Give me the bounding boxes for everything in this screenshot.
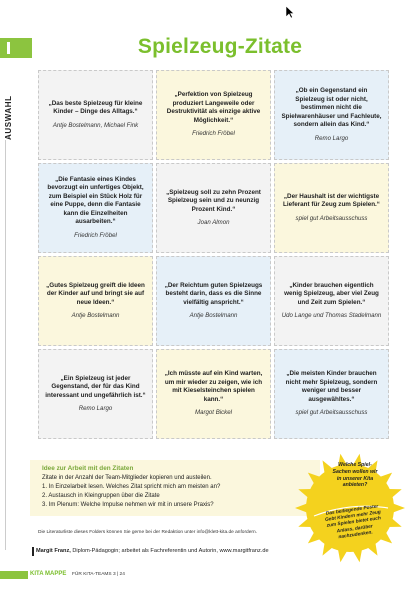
quote-text: „Ob ein Gegenstand ein Spielzeug ist oder nicht, bestimmen nicht die Spielwarenhäuser und Fachleute, sondern allein das Kind.“ xyxy=(281,87,382,129)
tip-line: 2. Austausch in Kleingruppen über die Zitate xyxy=(42,493,160,499)
tip-line: 1. In Einzelarbeit lesen. Welches Zitat spricht mich am meisten an? xyxy=(42,484,221,490)
section-tab-marker xyxy=(0,38,32,58)
tip-line: 3. Im Plenum: Welche Impulse nehmen wir mit in unsere Praxis? xyxy=(42,502,214,508)
quote-card xyxy=(274,70,389,160)
page-title: Spielzeug-Zitate xyxy=(137,35,303,58)
mouse-cursor-icon xyxy=(285,5,295,19)
footer-marker xyxy=(0,571,28,579)
footer-brand: KITA MAPPE xyxy=(30,571,67,577)
quote-card xyxy=(156,256,271,346)
author-description: Diplom-Pädagogin; arbeitet als Fachreferentin und Autorin, www.margitfranz.de xyxy=(70,548,269,554)
quote-author: Remo Largo xyxy=(78,405,113,413)
quote-author: Antje Bostelmann xyxy=(189,312,238,320)
tip-box xyxy=(30,460,320,516)
quote-text: „Perfektion von Spielzeug produziert Langeweile oder Destruktivität als einzige aktive Möglichkeit.“ xyxy=(166,91,261,124)
quote-author: spiel gut Arbeitsausschuss xyxy=(295,409,368,417)
quote-card xyxy=(274,256,389,346)
quote-author: Friedrich Fröbel xyxy=(74,231,117,239)
quote-card xyxy=(156,163,271,253)
quote-card xyxy=(38,70,153,160)
quote-card xyxy=(274,163,389,253)
quote-card xyxy=(38,256,153,346)
quote-text: „Die Fantasie eines Kindes bevorzugt ein unfertiges Objekt, zum Beispiel ein Stück Holz für eine Puppe, denn die Fantasie kann die Einzelheiten ausarbeiten.“ xyxy=(47,175,144,226)
quote-text: „Das beste Spielzeug für kleine Kinder – Dinge des Alltags.“ xyxy=(48,99,143,116)
quote-card xyxy=(156,70,271,160)
footer-issue-info: FÜR KITA-TEAMS 3 | 24 xyxy=(72,572,125,577)
quote-text: „Der Haushalt ist der wichtigste Lieferant für Zeug zum Spielen.“ xyxy=(283,192,380,209)
quote-author: Antje Bostelmann xyxy=(71,312,120,320)
author-name: Margit Franz, xyxy=(36,548,71,554)
author-marker xyxy=(32,547,34,556)
quote-text: „Gutes Spielzeug greift die Ideen der Kinder auf und bringt sie auf neue Ideen.“ xyxy=(46,281,145,306)
quote-author: spiel gut Arbeitsausschuss xyxy=(295,214,368,222)
quote-author: Remo Largo xyxy=(314,134,349,142)
quote-text: „Kinder brauchen eigentlich wenig Spielzeug, aber viel Zeug und Zeit zum Spielen.“ xyxy=(284,281,379,306)
side-divider xyxy=(5,140,6,550)
quote-card xyxy=(38,163,153,253)
quote-card xyxy=(156,349,271,439)
quote-author: Joan Almon xyxy=(197,219,230,227)
badge-question: Welche Spiel-Sachen wollen wir in unserer Kita anbieten? xyxy=(332,462,378,489)
section-side-label: AUSWAHL xyxy=(4,95,13,140)
literature-note: Die Literaturliste dieses Folders können Sie gerne bei der Redaktion unter info@klett-kita.de anfordern. xyxy=(38,530,257,535)
quote-card xyxy=(38,349,153,439)
quote-author: Antje Bostelmann, Michael Fink xyxy=(52,121,139,129)
tip-line: Zitate in der Anzahl der Team-Mitglieder kopieren und austeilen. xyxy=(42,475,212,481)
badge-poster-note: Das beiliegende Poster Gebt Kindern mehr Zeug zum Spielen bietet euch Anlass, darüber nachzudenken. xyxy=(324,504,382,541)
quote-card xyxy=(274,349,389,439)
author-info xyxy=(36,548,269,554)
quote-author: Margot Bickel xyxy=(195,409,232,417)
quote-author: Udo Lange und Thomas Stadelmann xyxy=(281,312,382,320)
quote-text: „Der Reichtum guten Spielzeugs besteht darin, dass es die Sinne vielfältig anspricht.“ xyxy=(164,281,263,306)
quote-text: „Ich müsste auf ein Kind warten, um mir wieder zu zeigen, wie ich mit Kieselsteinchen spielen kann.“ xyxy=(164,370,263,403)
quote-author: Friedrich Fröbel xyxy=(192,130,235,138)
quote-text: „Die meisten Kinder brauchen nicht mehr Spielzeug, sondern weniger und besser ausgewähltes.“ xyxy=(285,370,378,403)
quote-text: „Ein Spielzeug ist jeder Gegenstand, der für das Kind interessant und ungefährlich ist.“ xyxy=(45,374,146,399)
quote-text: „Spielzeug soll zu zehn Prozent Spielzeug sein und zu neunzig Prozent Kind.“ xyxy=(166,188,261,213)
quote-grid xyxy=(38,70,390,440)
tip-title: Idee zur Arbeit mit den Zitaten xyxy=(42,465,134,472)
